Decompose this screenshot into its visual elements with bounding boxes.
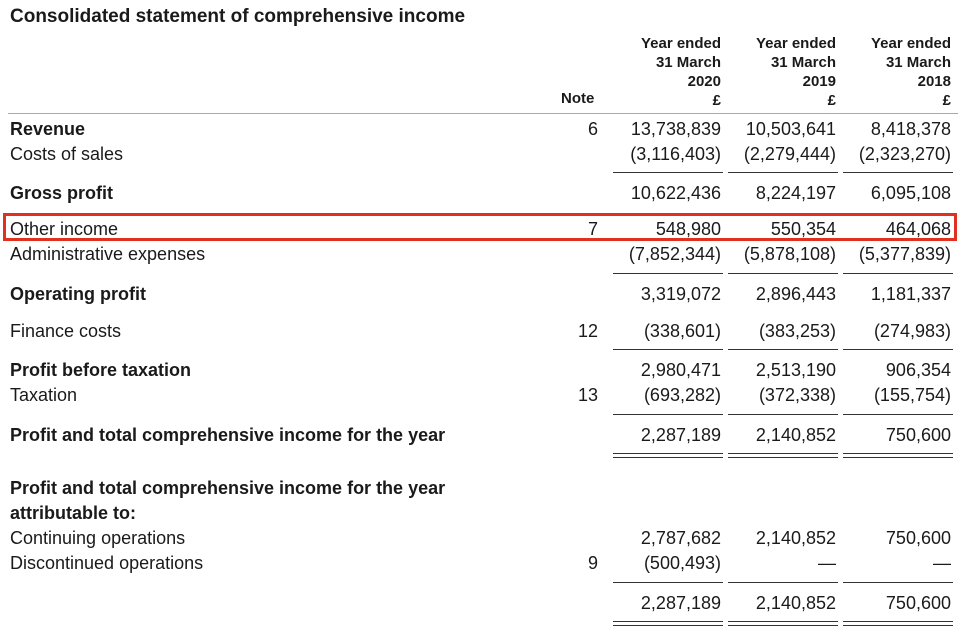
cell-value: 2,140,852 [755,528,836,548]
subtotal-rule [728,349,838,350]
row-label-costs-of-sales: Costs of sales [10,144,124,164]
total-double-rule [613,453,723,454]
row-highlight-box [3,213,957,241]
cell-value: 2,287,189 [640,593,721,613]
cell-value: 10,503,641 [745,119,836,139]
subtotal-rule [613,349,723,350]
subtotal-rule [843,172,953,173]
total-double-rule [728,621,838,622]
cell-value: (500,493) [643,553,721,573]
cell-value: 2,287,189 [640,425,721,445]
statement-title: Consolidated statement of comprehensive income [10,6,466,27]
subtotal-rule [728,414,838,415]
section-heading-attributable: Profit and total comprehensive income for the year [10,478,446,498]
total-double-rule [843,621,953,622]
total-double-rule [728,625,838,626]
cell-value: 2,787,682 [640,528,721,548]
note-column-header: Note [561,90,595,107]
cell-value: 8,224,197 [755,183,836,203]
header-divider [8,113,958,114]
cell-value: (372,338) [758,385,836,405]
cell-value: 750,600 [885,593,951,613]
subtotal-rule [843,414,953,415]
cell-value: 2,140,852 [755,593,836,613]
subtotal-rule [728,273,838,274]
row-label-continuing-operations: Continuing operations [10,528,186,548]
cell-value: 2,980,471 [640,360,721,380]
cell-value: 2,513,190 [755,360,836,380]
total-double-rule [728,457,838,458]
total-double-rule [728,453,838,454]
cell-value: 10,622,436 [630,183,721,203]
subtotal-rule [843,349,953,350]
cell-value: 13,738,839 [630,119,721,139]
row-label-administrative-expenses: Administrative expenses [10,244,206,264]
row-label-taxation: Taxation [10,385,78,405]
column-header-2020: Year ended 31 March 2020 £ [640,35,721,109]
subtotal-rule [843,582,953,583]
cell-value: (274,983) [873,321,951,341]
total-double-rule [613,621,723,622]
subtotal-rule [728,582,838,583]
section-heading-attributable-to: attributable to: [10,503,136,523]
cell-value: — [933,553,951,573]
cell-value: 8,418,378 [870,119,951,139]
row-label-finance-costs: Finance costs [10,321,122,341]
cell-value: (338,601) [643,321,721,341]
subtotal-rule [613,414,723,415]
cell-value: 548,980 [655,219,721,239]
cell-value: 2,140,852 [755,425,836,445]
column-header-2019: Year ended 31 March 2019 £ [755,35,836,109]
row-label-revenue: Revenue [10,119,86,139]
row-note: 13 [578,385,599,405]
cell-value: (5,878,108) [743,244,836,264]
cell-value: 1,181,337 [870,284,951,304]
total-double-rule [613,457,723,458]
cell-value: (383,253) [758,321,836,341]
cell-value: (3,116,403) [630,144,721,164]
subtotal-rule [728,172,838,173]
subtotal-rule [613,273,723,274]
cell-value: 6,095,108 [870,183,951,203]
cell-value: 750,600 [885,425,951,445]
row-label-operating-profit: Operating profit [10,284,146,304]
column-header-2018: Year ended 31 March 2018 £ [870,35,951,109]
subtotal-rule [613,172,723,173]
row-label-other-income: Other income [10,219,119,239]
cell-value: (693,282) [643,385,721,405]
cell-value: (5,377,839) [858,244,951,264]
cell-value: 550,354 [770,219,836,239]
cell-value: (2,323,270) [858,144,951,164]
row-label-profit-before-taxation: Profit before taxation [10,360,192,380]
row-note: 7 [587,219,598,239]
subtotal-rule [613,582,723,583]
row-label-profit-total-comprehensive-income: Profit and total comprehensive income for the year [10,425,446,445]
row-note: 12 [578,321,599,341]
cell-value: (2,279,444) [743,144,836,164]
row-note: 6 [587,119,598,139]
cell-value: (155,754) [873,385,951,405]
total-double-rule [613,625,723,626]
cell-value: 3,319,072 [640,284,721,304]
cell-value: (7,852,344) [628,244,721,264]
row-note: 9 [587,553,598,573]
cell-value: 464,068 [885,219,951,239]
total-double-rule [843,457,953,458]
cell-value: 2,896,443 [755,284,836,304]
cell-value: 750,600 [885,528,951,548]
total-double-rule [843,625,953,626]
row-label-discontinued-operations: Discontinued operations [10,553,204,573]
total-double-rule [843,453,953,454]
row-label-gross-profit: Gross profit [10,183,114,203]
cell-value: — [818,553,836,573]
subtotal-rule [843,273,953,274]
cell-value: 906,354 [885,360,951,380]
